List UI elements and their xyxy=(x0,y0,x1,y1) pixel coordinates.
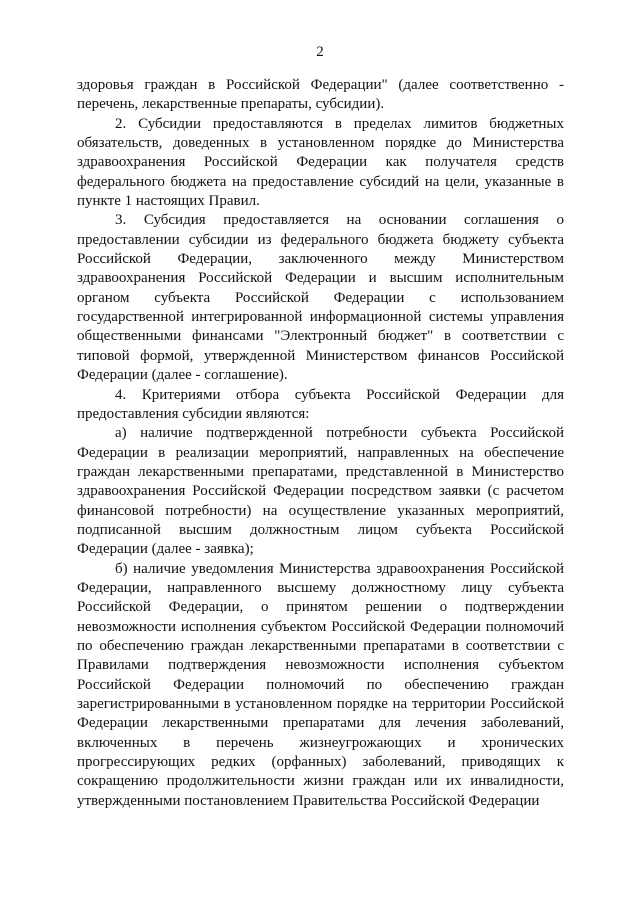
paragraph-item-4: 4. Критериями отбора субъекта Российской Федерации для предоставления субсидии являются: xyxy=(77,386,564,422)
paragraph-subitem-b: б) наличие уведомления Министерства здравоохранения Российской Федерации, направленного высшему должностному лицу субъекта Российской Федерации, о принятом решении о подтверждении невозможности исполнения субъектом Российской Федерации полномочий по обеспечению граждан лекарственными препаратами в соответствии с Правилами подтверждения невозможности исполнения субъектом Российской Федерации полномочий по обеспечению граждан зарегистрированными в установленном порядке на территории Российской Федерации лекарственными препаратами для лечения заболеваний, включенных в перечень жизнеугрожающих и хронических прогрессирующих редких (орфанных) заболеваний, приводящих к сокращению продолжительности жизни граждан или их инвалидности, утвержденными постановлением Правительства Российской Федерации xyxy=(77,560,564,809)
document-body xyxy=(77,76,564,811)
paragraph-item-3: 3. Субсидия предоставляется на основании соглашения о предоставлении субсидии из федерального бюджета бюджету субъекта Российской Федерации, заключенного между Министерством здравоохранения Российской Федерации и высшим исполнительным органом субъекта Российской Федерации с использованием государственной интегрированной информационной системы управления общественными финансами "Электронный бюджет" в соответствии с типовой формой, утвержденной Министерством финансов Российской Федерации (далее - соглашение). xyxy=(77,212,564,384)
page-number: 2 xyxy=(316,44,324,60)
paragraph-item-2: 2. Субсидии предоставляются в пределах лимитов бюджетных обязательств, доведенных в установленном порядке до Министерства здравоохранения Российской Федерации как получателя средств федерального бюджета на предоставление субсидий на цели, указанные в пункте 1 настоящих Правил. xyxy=(77,115,564,210)
paragraph-subitem-a: а) наличие подтвержденной потребности субъекта Российской Федерации в реализации мероприятий, направленных на обеспечение граждан лекарственными препаратами, представленной в Министерство здравоохранения Российской Федерации посредством заявки (с расчетом финансовой потребности) на осуществление указанных мероприятий, подписанной высшим должностным лицом субъекта Российской Федерации (далее - заявка); xyxy=(77,425,564,558)
paragraph-continuation: здоровья граждан в Российской Федерации" (далее соответственно - перечень, лекарственные препараты, субсидии). xyxy=(77,77,564,113)
